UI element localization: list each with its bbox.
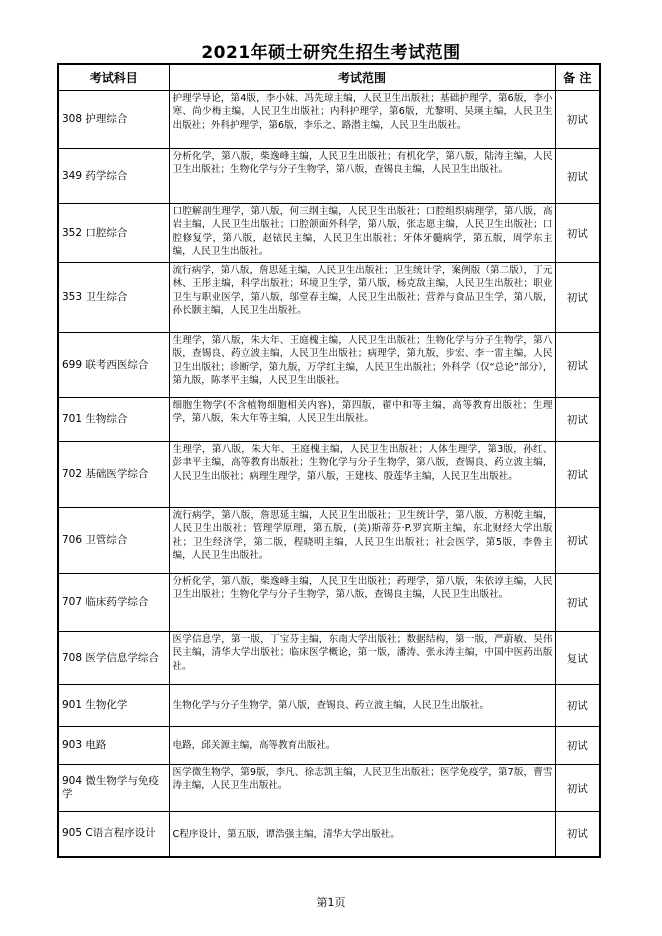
subject-cell: 901 生物化学 xyxy=(58,685,169,727)
scope-cell: 生理学，第八版，朱大年、王庭槐主编，人民卫生出版社；人体生理学，第3版，孙红、彭聿平主编，高等教育出版社；生物化学与分子生物学，第八版，查锡良、药立波主编，人民卫生出版社；病理生理学，第八版，王建枝、殷莲华主编，人民卫生出版社。 xyxy=(169,442,555,508)
subject-cell: 707 临床药学综合 xyxy=(58,574,169,632)
scope-cell: 分析化学，第八版，柴逸峰主编，人民卫生出版社；药理学，第八版，朱依谆主编，人民卫生出版社；生物化学与分子生物学，第八版，查锡良主编，人民卫生出版社。 xyxy=(169,574,555,632)
table-row xyxy=(58,263,600,333)
scope-cell: 细胞生物学(不含植物细胞相关内容)，第四版，翟中和等主编，高等教育出版社；生理学，第八版，朱大年等主编，人民卫生出版社。 xyxy=(169,398,555,442)
table-row xyxy=(58,812,600,857)
table-row xyxy=(58,574,600,632)
note-cell: 初试 xyxy=(555,574,600,632)
scope-cell: 流行病学，第八版，詹思延主编，人民卫生出版社；卫生统计学，案例版（第二版），丁元林、王彤主编，科学出版社；环境卫生学，第八版，杨克敌主编，人民卫生出版社；职业卫生与职业医学，第八版，邬堂春主编，人民卫生出版社；营养与食品卫生学，第八版，孙长颢主编，人民卫生出版社。 xyxy=(169,263,555,333)
note-cell: 初试 xyxy=(555,333,600,398)
scope-cell: 医学微生物学，第9版，李凡、徐志凯主编，人民卫生出版社；医学免疫学，第7版，曹雪涛主编，人民卫生出版社。 xyxy=(169,765,555,812)
header-scope: 考试范围 xyxy=(169,64,555,91)
scope-cell: 护理学导论，第4版，李小妹、冯先琼主编，人民卫生出版社；基础护理学，第6版，李小寒、尚少梅主编，人民卫生出版社；内科护理学，第6版，尤黎明、吴瑛主编，人民卫生出版社；外科护理学，第6版，李乐之、路潜主编，人民卫生出版社。 xyxy=(169,91,555,149)
table-row xyxy=(58,333,600,398)
header-note: 备 注 xyxy=(555,64,600,91)
subject-cell: 699 联考西医综合 xyxy=(58,333,169,398)
note-cell: 初试 xyxy=(555,149,600,204)
subject-cell: 352 口腔综合 xyxy=(58,204,169,263)
note-cell: 初试 xyxy=(555,812,600,857)
scope-cell: 电路，邱关源主编，高等教育出版社。 xyxy=(169,727,555,765)
subject-cell: 702 基础医学综合 xyxy=(58,442,169,508)
note-cell: 初试 xyxy=(555,508,600,574)
table-row xyxy=(58,204,600,263)
table-row xyxy=(58,149,600,204)
table-row xyxy=(58,91,600,149)
table-row xyxy=(58,398,600,442)
subject-cell: 353 卫生综合 xyxy=(58,263,169,333)
note-cell: 初试 xyxy=(555,765,600,812)
page-title: 2021年硕士研究生招生考试范围 xyxy=(201,43,461,63)
note-cell: 初试 xyxy=(555,685,600,727)
table-header-row xyxy=(58,64,600,91)
exam-scope-table xyxy=(57,63,601,858)
note-cell: 初试 xyxy=(555,727,600,765)
scope-cell: 口腔解剖生理学，第八版，何三纲主编，人民卫生出版社；口腔组织病理学，第八版，高岩主编，人民卫生出版社；口腔颌面外科学，第八版，张志愿主编，人民卫生出版社；口腔修复学，第八版，赵铱民主编，人民卫生出版社；牙体牙髓病学，第五版，周学东主编，人民卫生出版社。 xyxy=(169,204,555,263)
subject-cell: 708 医学信息学综合 xyxy=(58,632,169,685)
scope-cell: C程序设计，第五版，谭浩强主编，清华大学出版社。 xyxy=(169,812,555,857)
note-cell: 初试 xyxy=(555,398,600,442)
page-number: 第1页 xyxy=(316,896,346,909)
scope-cell: 医学信息学，第一版，丁宝芬主编，东南大学出版社；数据结构，第一版，严蔚敏、吴伟民主编，清华大学出版社；临床医学概论，第一版，潘涛、张永涛主编，中国中医药出版社。 xyxy=(169,632,555,685)
subject-cell: 905 C语言程序设计 xyxy=(58,812,169,857)
header-subject: 考试科目 xyxy=(58,64,169,91)
scope-cell: 生物化学与分子生物学，第八版，查锡良、药立波主编，人民卫生出版社。 xyxy=(169,685,555,727)
subject-cell: 904 微生物学与免疫学 xyxy=(58,765,169,812)
table-row xyxy=(58,442,600,508)
scope-cell: 生理学，第八版，朱大年、王庭槐主编，人民卫生出版社；生物化学与分子生物学，第八版，查锡良、药立波主编，人民卫生出版社；病理学，第九版，步宏、李一雷主编，人民卫生出版社；诊断学，第九版，万学红主编，人民卫生出版社；外科学（仅“总论”部分），第九版，陈孝平主编，人民卫生出版社。 xyxy=(169,333,555,398)
note-cell: 初试 xyxy=(555,204,600,263)
note-cell: 初试 xyxy=(555,442,600,508)
subject-cell: 706 卫管综合 xyxy=(58,508,169,574)
note-cell: 初试 xyxy=(555,263,600,333)
subject-cell: 903 电路 xyxy=(58,727,169,765)
table-row xyxy=(58,508,600,574)
note-cell: 复试 xyxy=(555,632,600,685)
scope-cell: 流行病学，第八版，詹思延主编，人民卫生出版社；卫生统计学，第八版，方积乾主编，人民卫生出版社；管理学原理，第五版，(美)斯蒂芬·P.罗宾斯主编，东北财经大学出版社；卫生经济学，第二版，程晓明主编，人民卫生出版社；社会医学，第5版，李鲁主编，人民卫生出版社。 xyxy=(169,508,555,574)
subject-cell: 701 生物综合 xyxy=(58,398,169,442)
subject-cell: 308 护理综合 xyxy=(58,91,169,149)
note-cell: 初试 xyxy=(555,91,600,149)
scope-cell: 分析化学，第八版，柴逸峰主编，人民卫生出版社；有机化学，第八版，陆涛主编，人民卫生出版社；生物化学与分子生物学，第八版，查锡良主编，人民卫生出版社。 xyxy=(169,149,555,204)
subject-cell: 349 药学综合 xyxy=(58,149,169,204)
table-row xyxy=(58,765,600,812)
table-row xyxy=(58,632,600,685)
table-row xyxy=(58,727,600,765)
table-row xyxy=(58,685,600,727)
